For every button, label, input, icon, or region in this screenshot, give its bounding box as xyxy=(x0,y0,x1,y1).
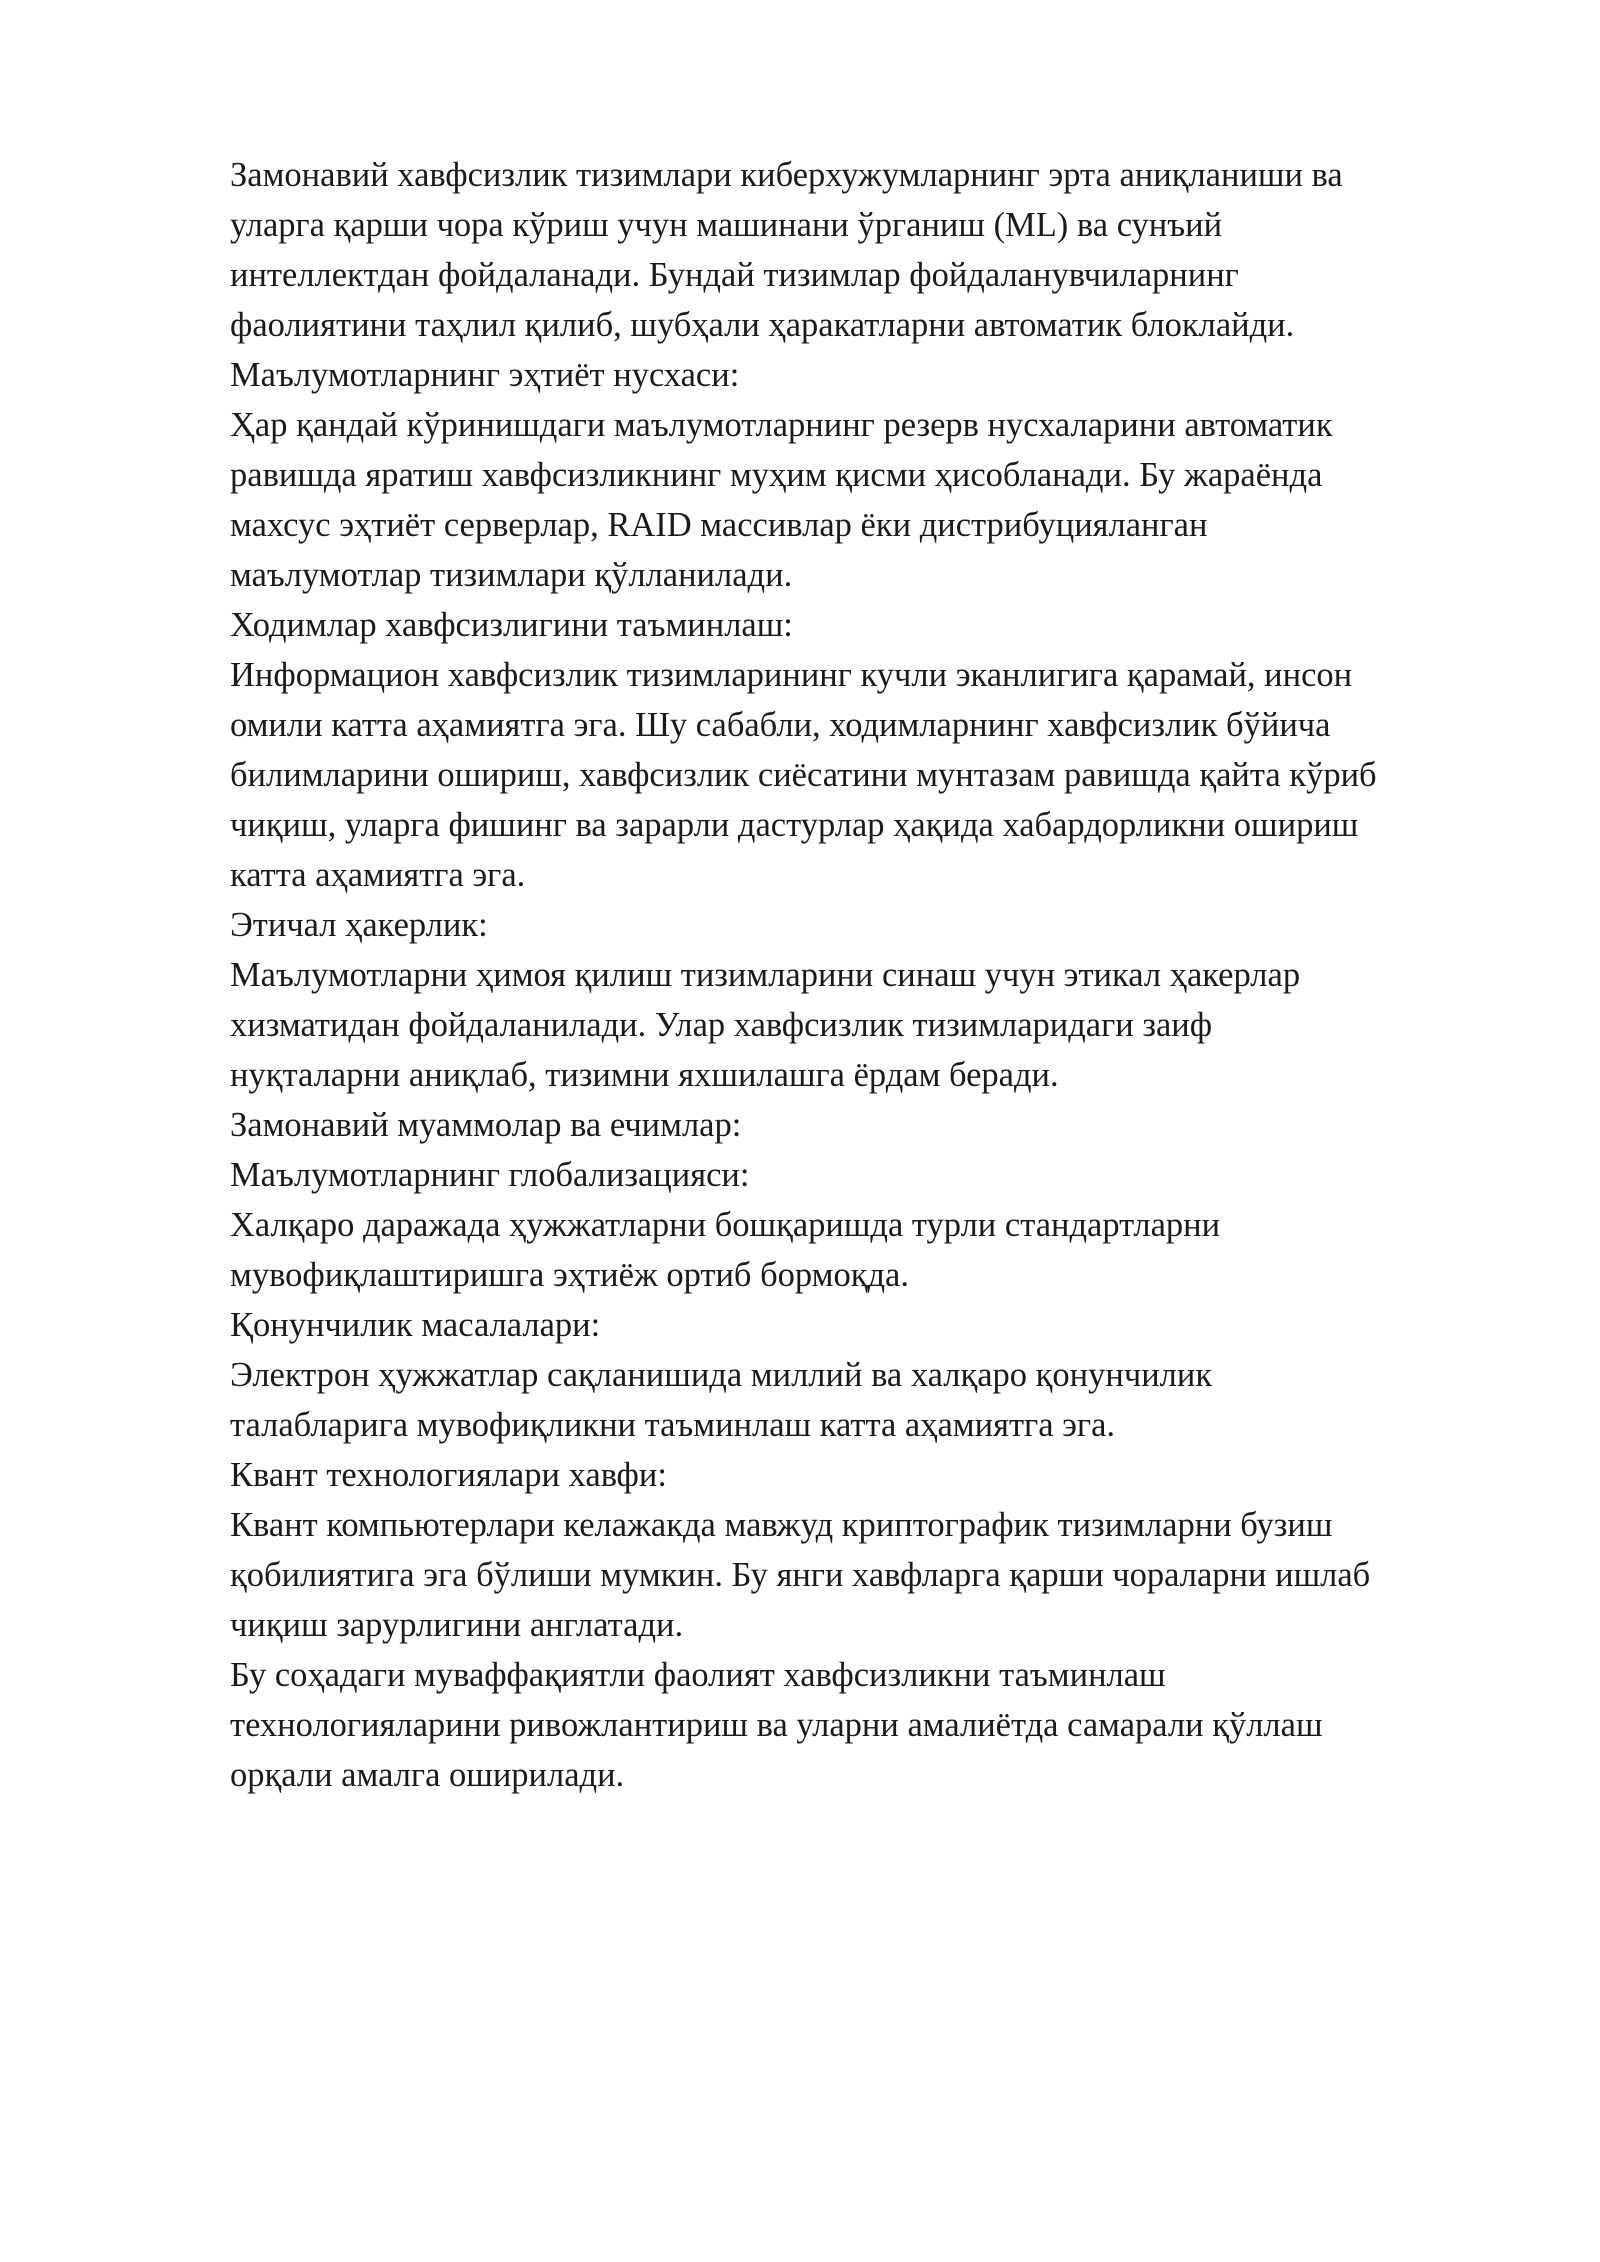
text-line: Замонавий хавфсизлик тизимлари киберхужумларнинг эрта аниқланиши ва xyxy=(230,156,1343,194)
text-line: интеллектдан фойдаланади. Бундай тизимлар фойдаланувчиларнинг xyxy=(230,256,1239,294)
section-heading: Маълумотларнинг эҳтиёт нусхаси: xyxy=(230,356,740,394)
text-line: равишда яратиш хавфсизликнинг муҳим қисми ҳисобланади. Бу жараёнда xyxy=(230,456,1323,494)
text-line: чиқиш, уларга фишинг ва зарарли дастурлар ҳақида хабардорликни ошириш xyxy=(230,806,1359,844)
section-heading: Этичал ҳакерлик: xyxy=(230,906,488,944)
text-line: мувофиқлаштиришга эҳтиёж ортиб бормоқда. xyxy=(230,1256,909,1294)
section-heading: Ходимлар хавфсизлигини таъминлаш: xyxy=(230,606,793,644)
text-line: Маълумотларни ҳимоя қилиш тизимларини синаш учун этикал ҳакерлар xyxy=(230,956,1301,994)
section-heading: Маълумотларнинг глобализацияси: xyxy=(230,1156,750,1194)
text-line: Бу соҳадаги муваффақиятли фаолият хавфсизликни таъминлаш xyxy=(230,1656,1166,1694)
text-line: орқали амалга оширилади. xyxy=(230,1756,625,1794)
text-line: Информацион хавфсизлик тизимларининг кучли эканлигига қарамай, инсон xyxy=(230,656,1353,694)
text-line: уларга қарши чора кўриш учун машинани ўрганиш (ML) ва сунъий xyxy=(230,206,1223,244)
text-line: билимларини ошириш, хавфсизлик сиёсатини мунтазам равишда қайта кўриб xyxy=(230,756,1377,794)
text-line: Халқаро даражада ҳужжатларни бошқаришда турли стандартларни xyxy=(230,1206,1221,1244)
section-heading: Замонавий муаммолар ва ечимлар: xyxy=(230,1106,742,1144)
text-line: Электрон ҳужжатлар сақланишида миллий ва халқаро қонунчилик xyxy=(230,1356,1213,1394)
text-line: чиқиш зарурлигини англатади. xyxy=(230,1606,684,1644)
text-line: Ҳар қандай кўринишдаги маълумотларнинг резерв нусхаларини автоматик xyxy=(230,406,1333,444)
text-line: махсус эҳтиёт серверлар, RAID массивлар ёки дистрибуцияланган xyxy=(230,506,1208,544)
text-line: Квант компьютерлари келажакда мавжуд криптографик тизимларни бузиш xyxy=(230,1506,1333,1544)
text-line: омили катта аҳамиятга эга. Шу сабабли, ходимларнинг хавфсизлик бўйича xyxy=(230,706,1331,744)
section-heading: Квант технологиялари хавфи: xyxy=(230,1456,667,1494)
text-line: талабларига мувофиқликни таъминлаш катта аҳамиятга эга. xyxy=(230,1406,1116,1444)
text-line: маълумотлар тизимлари қўлланилади. xyxy=(230,556,793,594)
text-line: хизматидан фойдаланилади. Улар хавфсизлик тизимларидаги заиф xyxy=(230,1006,1213,1044)
document-body xyxy=(230,150,1520,1800)
text-line: технологияларини ривожлантириш ва уларни амалиётда самарали қўллаш xyxy=(230,1706,1323,1744)
text-line: фаолиятини таҳлил қилиб, шубҳали ҳаракатларни автоматик блоклайди. xyxy=(230,306,1295,344)
section-heading: Қонунчилик масалалари: xyxy=(230,1306,601,1344)
text-line: катта аҳамиятга эга. xyxy=(230,856,526,894)
text-line: нуқталарни аниқлаб, тизимни яхшилашга ёрдам беради. xyxy=(230,1056,1059,1094)
text-line: қобилиятига эга бўлиши мумкин. Бу янги хавфларга қарши чораларни ишлаб xyxy=(230,1556,1371,1594)
